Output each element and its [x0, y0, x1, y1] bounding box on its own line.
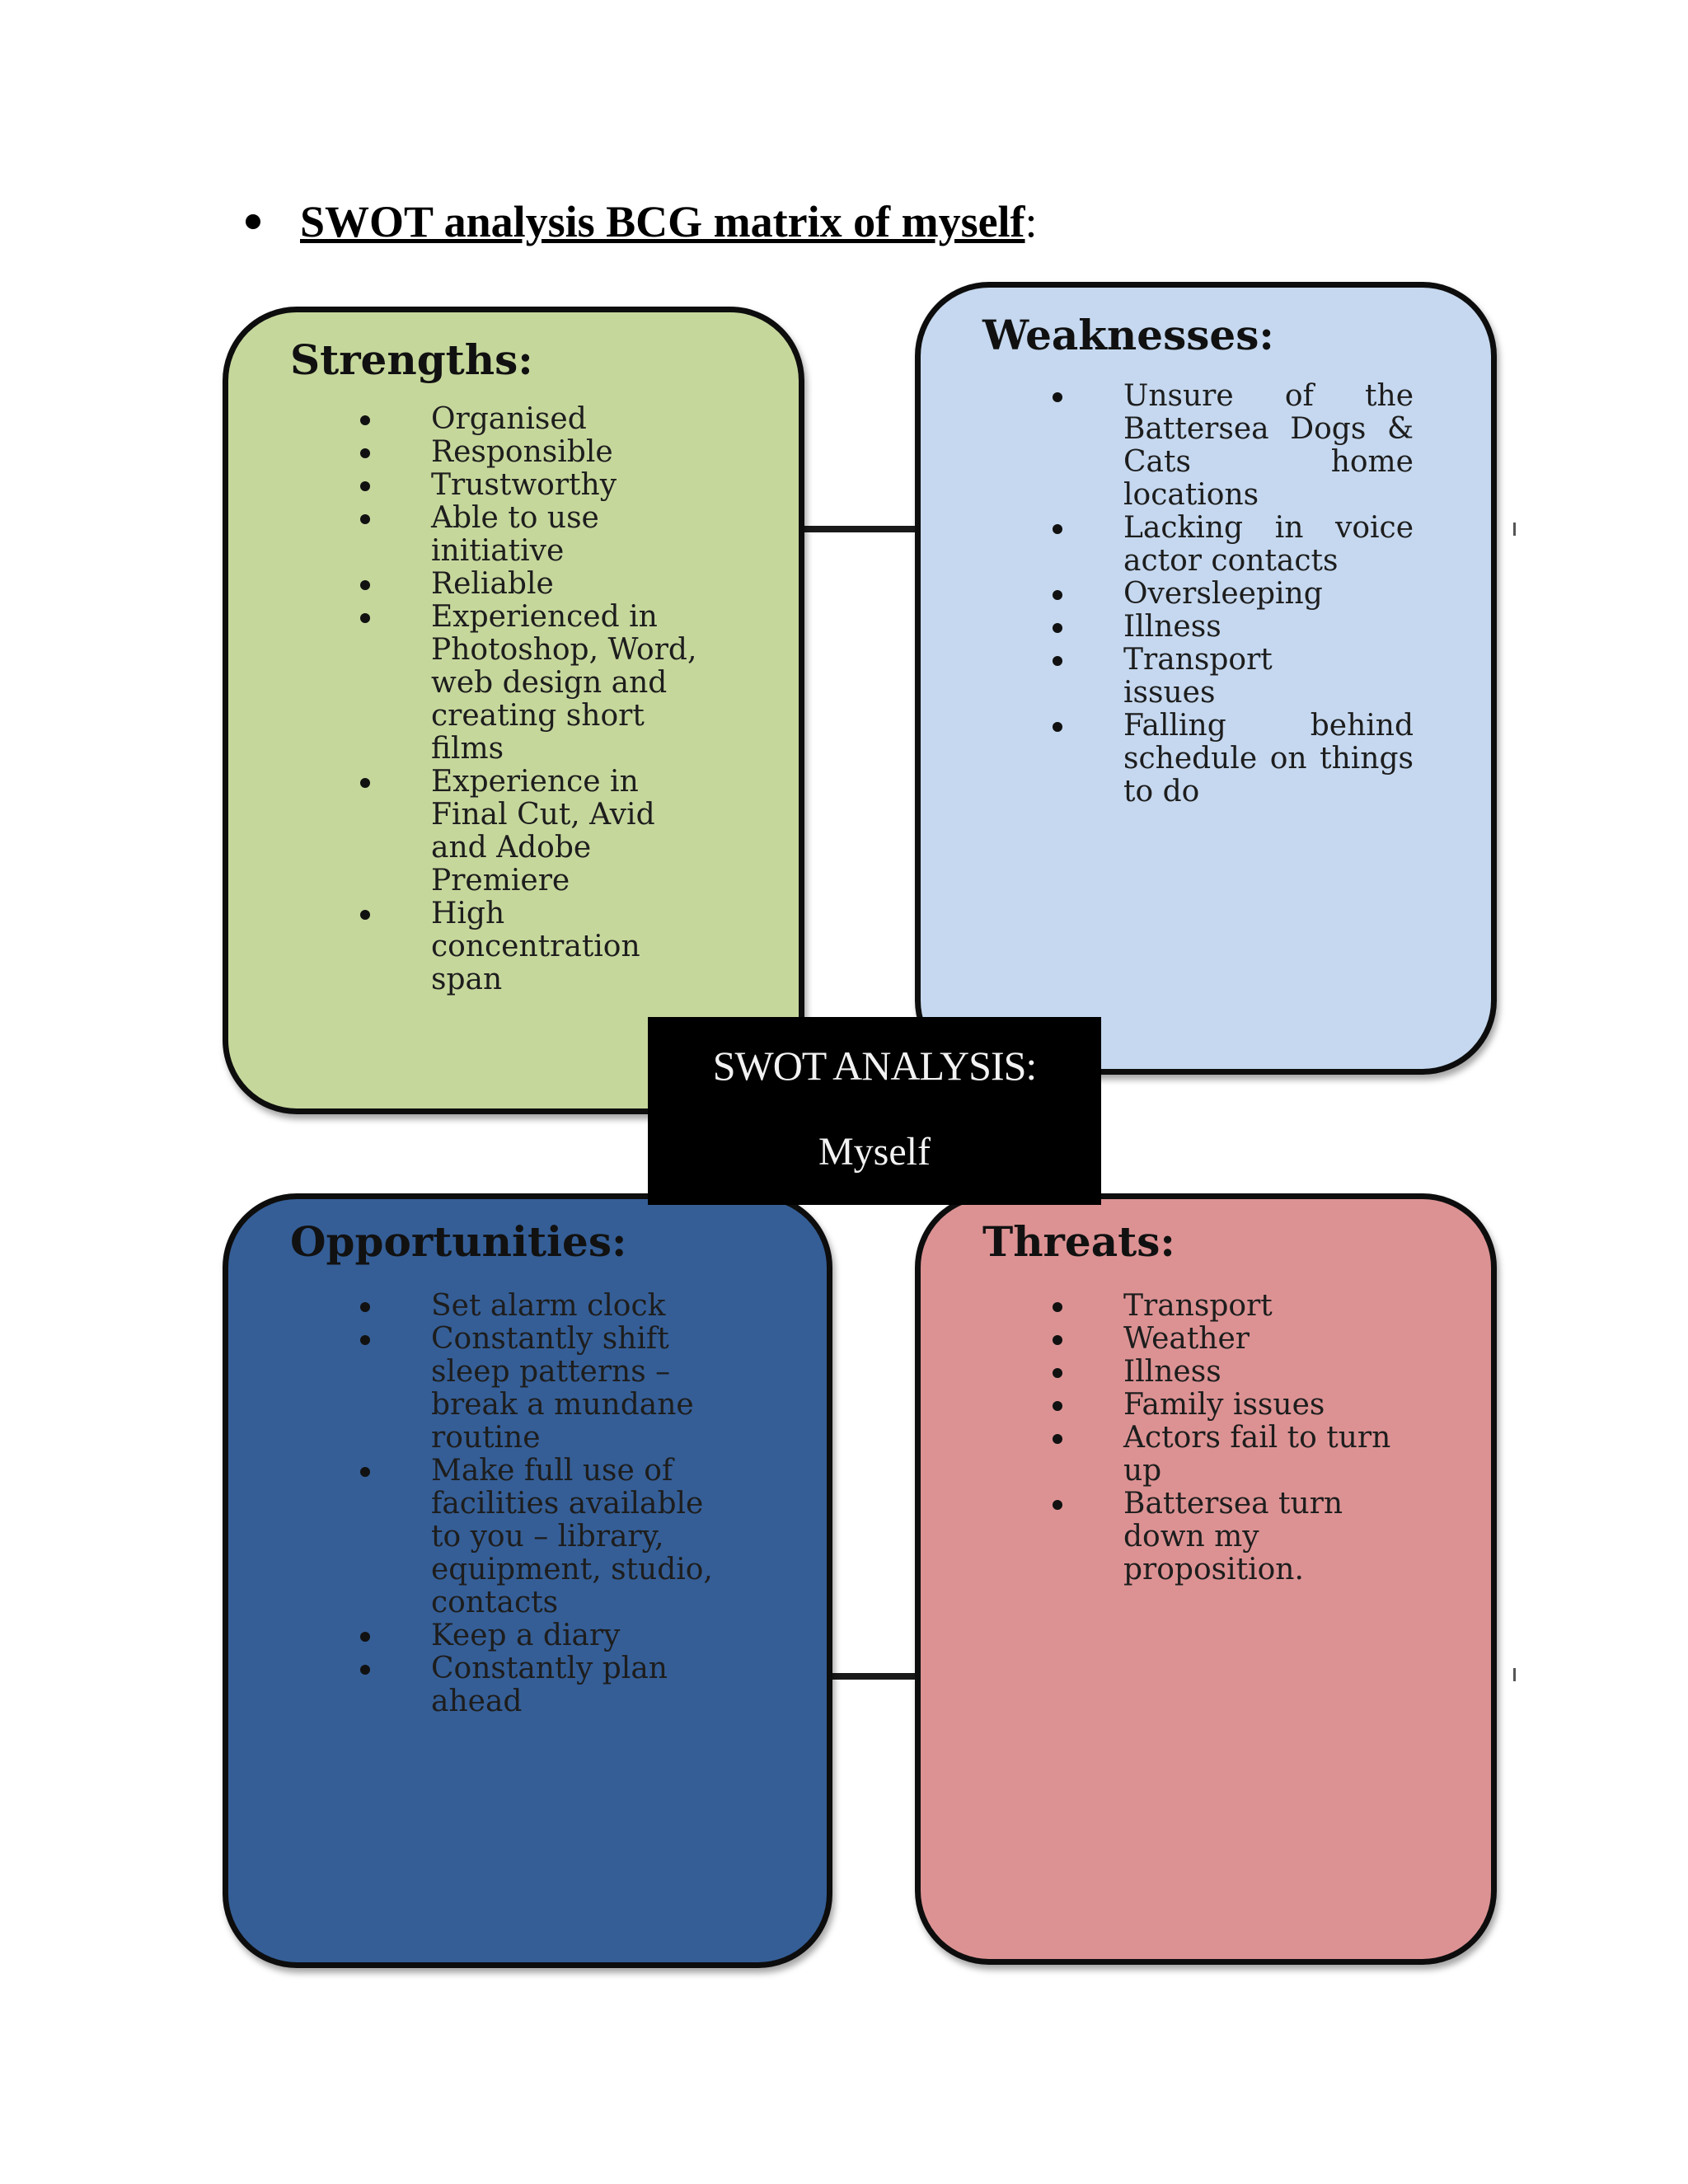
threats-title: Threats:: [982, 1217, 1175, 1266]
center-label-box: [648, 1017, 1101, 1205]
threat-item: Family issues: [1053, 1389, 1399, 1422]
weakness-item: Lacking in voice actor contacts: [1053, 512, 1414, 578]
threat-item: Battersea turn down my proposition.: [1053, 1488, 1399, 1586]
center-title: SWOT ANALYSIS:: [712, 1043, 1037, 1089]
opportunities-list: [360, 1290, 723, 1718]
strength-item: Trustworthy: [360, 469, 706, 502]
strength-item: Experienced in Photoshop, Word, web design and creating short films: [360, 601, 706, 766]
weaknesses-list: [1053, 380, 1414, 808]
edge-mark-bottom: [1513, 1668, 1516, 1681]
strength-item: Reliable: [360, 568, 706, 601]
heading-colon: :: [1025, 197, 1038, 246]
connector-top: [796, 526, 920, 532]
threats-card: [915, 1193, 1497, 1965]
opportunity-item: Set alarm clock: [360, 1290, 723, 1323]
threat-item: Illness: [1053, 1356, 1399, 1389]
heading-title: SWOT analysis BCG matrix of myself: [300, 197, 1025, 246]
strength-item: Experience in Final Cut, Avid and Adobe Premiere: [360, 766, 706, 898]
opportunities-card: [223, 1193, 832, 1968]
opportunities-title: Opportunities:: [290, 1217, 627, 1266]
threats-list: [1053, 1290, 1399, 1586]
strengths-title: Strengths:: [290, 335, 533, 384]
edge-mark-top: [1513, 523, 1516, 536]
strength-item: Responsible: [360, 436, 706, 469]
strength-item: Organised: [360, 403, 706, 436]
strengths-card: [223, 307, 804, 1114]
strength-item: Able to use initiative: [360, 502, 706, 568]
weakness-item: Falling behind schedule on things to do: [1053, 710, 1414, 808]
threat-item: Actors fail to turn up: [1053, 1422, 1399, 1488]
connector-bottom: [824, 1673, 920, 1680]
weakness-item: Illness: [1053, 611, 1414, 644]
opportunity-item: Keep a diary: [360, 1619, 723, 1652]
opportunity-item: Make full use of facilities available to you – library, equipment, studio, contacts: [360, 1455, 723, 1619]
opportunity-item: Constantly plan ahead: [360, 1652, 723, 1718]
strengths-list: [360, 403, 706, 996]
opportunity-item: Constantly shift sleep patterns – break a mundane routine: [360, 1323, 723, 1455]
weakness-item: Unsure of the Battersea Dogs & Cats home locations: [1053, 380, 1414, 512]
center-subtitle: Myself: [818, 1130, 931, 1174]
weakness-item: Oversleeping: [1053, 578, 1414, 611]
weakness-item: Transport issues: [1053, 644, 1414, 710]
weaknesses-title: Weaknesses:: [982, 311, 1274, 359]
strength-item: High concentration span: [360, 898, 706, 996]
weaknesses-card: [915, 282, 1497, 1075]
threat-item: Weather: [1053, 1323, 1399, 1356]
threat-item: Transport: [1053, 1290, 1399, 1323]
